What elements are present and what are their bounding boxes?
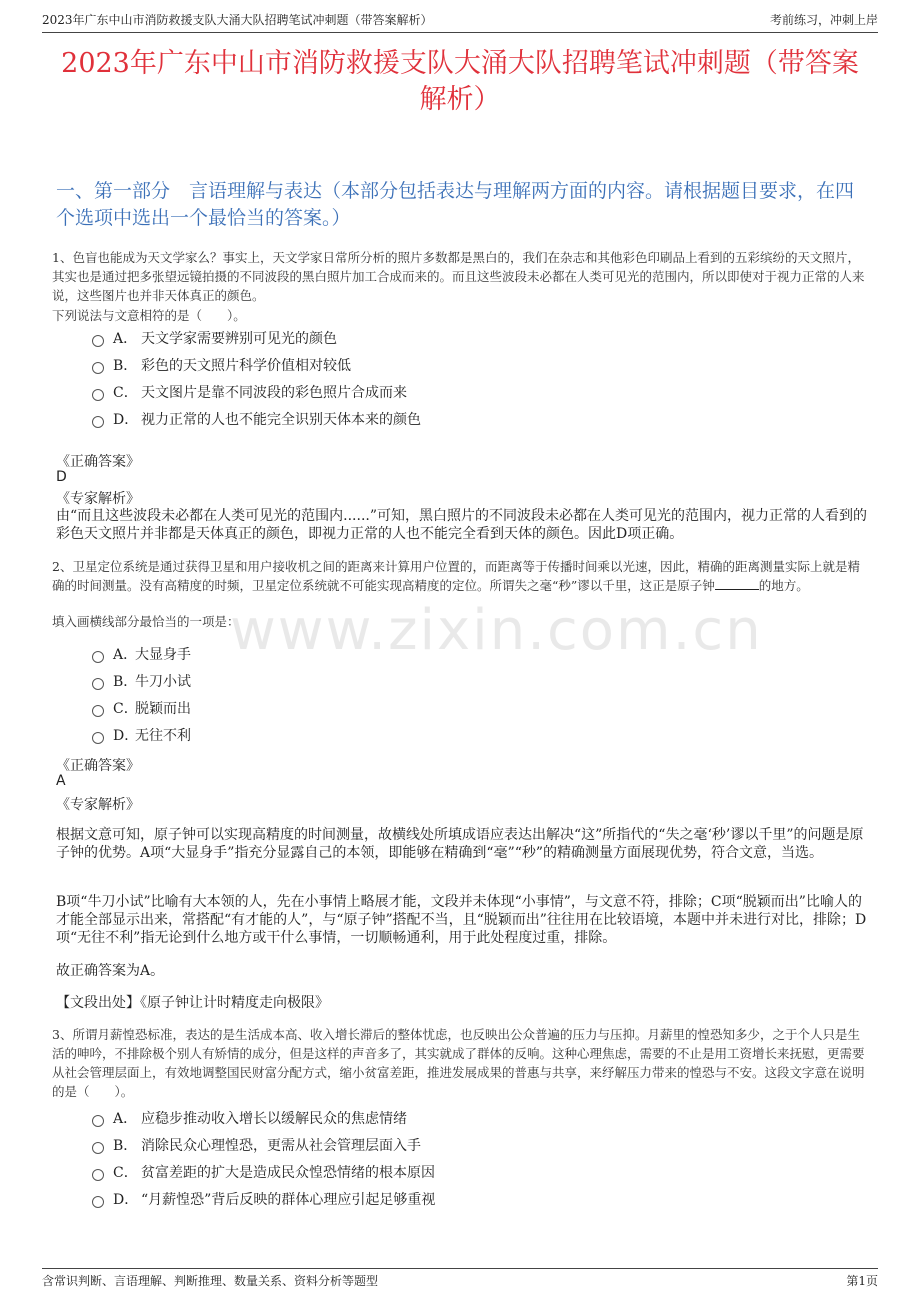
question-3-option-d[interactable]: D． “月薪惶恐”背后反映的群体心理应引起足够重视: [92, 1185, 435, 1212]
question-3-option-b[interactable]: B． 消除民众心理惶恐，更需从社会管理层面入手: [92, 1131, 435, 1158]
radio-icon[interactable]: [92, 1142, 104, 1154]
radio-icon[interactable]: [92, 1196, 104, 1208]
question-2-option-d[interactable]: D． 无往不利: [92, 721, 191, 748]
question-1-prompt: 下列说法与文意相符的是（ ）。: [52, 308, 246, 323]
radio-icon[interactable]: [92, 678, 104, 690]
radio-icon[interactable]: [92, 732, 104, 744]
question-1-option-b[interactable]: B． 彩色的天文照片科学价值相对较低: [92, 351, 421, 378]
question-2-option-b[interactable]: B． 牛刀小试: [92, 667, 191, 694]
question-1-option-a[interactable]: A． 天文学家需要辨别可见光的颜色: [92, 324, 421, 351]
question-2-analysis-p3: 故正确答案为A。: [56, 963, 165, 979]
radio-icon[interactable]: [92, 1115, 104, 1127]
question-1-option-c[interactable]: C． 天文图片是靠不同波段的彩色照片合成而来: [92, 378, 421, 405]
question-2-analysis-label: 《专家解析》: [56, 797, 140, 813]
question-1-text: 1、色盲也能成为天文学家么？事实上，天文学家日常所分析的照片多数都是黑白的，我们在杂志和其他彩色印刷品上看到的五彩缤纷的天文照片，其实也是通过把多张望远镜拍摄的不同波段的黑白照片加工合成而来的。而且这些波段未必都在人类可见光的范围内，所以即使对于视力正常的人来说，这些图片也并非天体真正的颜色。: [52, 250, 865, 303]
radio-icon[interactable]: [92, 362, 104, 374]
question-3-option-a[interactable]: A． 应稳步推动收入增长以缓解民众的焦虑情绪: [92, 1104, 435, 1131]
question-2-answer: A: [56, 773, 66, 789]
page-header: [42, 10, 878, 33]
watermark-text: www.zixin.com.cn: [230, 598, 763, 663]
header-slogan: 考前练习，冲刺上岸: [769, 13, 878, 27]
question-1-answer-label: 《正确答案》: [56, 454, 140, 470]
radio-icon[interactable]: [92, 705, 104, 717]
question-1-analysis-label: 《专家解析》: [56, 491, 140, 507]
question-2-option-c[interactable]: C． 脱颖而出: [92, 694, 191, 721]
radio-icon[interactable]: [92, 335, 104, 347]
page-number: 第1页: [846, 1274, 878, 1288]
question-3-option-c[interactable]: C． 贫富差距的扩大是造成民众惶恐情绪的根本原因: [92, 1158, 435, 1185]
question-2-option-a[interactable]: A． 大显身手: [92, 640, 191, 667]
header-doc-title: 2023年广东中山市消防救援支队大涌大队招聘笔试冲刺题（带答案解析）: [42, 13, 433, 27]
question-3-options: [92, 1104, 435, 1212]
page-footer: [42, 1268, 878, 1291]
question-2-analysis-p2: B项“牛刀小试”比喻有大本领的人，先在小事情上略展才能，文段并未体现“小事情”，与文意不符，排除；C项“脱颖而出”比喻人的才能全部显示出来，常搭配“有才能的人”，与“原子钟”搭配不当，且“脱颖而出”往往用在比较语境，本题中并未进行对比，排除；D项“无往不利”指无论到什么地方或干什么事情，一切顺畅通利，用于此处程度过重，排除。: [56, 894, 867, 946]
answer-blank: [715, 577, 759, 590]
question-1-options: [92, 324, 421, 432]
radio-icon[interactable]: [92, 1169, 104, 1181]
question-2-answer-label: 《正确答案》: [56, 758, 140, 774]
document-title: 2023年广东中山市消防救援支队大涌大队招聘笔试冲刺题（带答案解析）: [61, 48, 859, 115]
footer-note: 含常识判断、言语理解、判断推理、数量关系、资料分析等题型: [42, 1274, 379, 1288]
radio-icon[interactable]: [92, 416, 104, 428]
section-heading: 一、第一部分 言语理解与表达（本部分包括表达与理解两方面的内容。请根据题目要求，在四个选项中选出一个最恰当的答案。）: [56, 180, 855, 229]
question-2-options: [92, 640, 191, 748]
radio-icon[interactable]: [92, 389, 104, 401]
question-2-text: 2、卫星定位系统是通过获得卫星和用户接收机之间的距离来计算用户位置的，而距离等于传播时间乘以光速，因此，精确的距离测量实际上就是精确的时间测量。没有高精度的时频，卫星定位系统就不可能实现高精度的定位。所谓失之毫“秒”谬以千里，这正是原子钟 的地方。: [52, 559, 860, 593]
question-2-source: 【文段出处】《原子钟让计时精度走向极限》: [56, 995, 329, 1011]
question-1-option-d[interactable]: D． 视力正常的人也不能完全识别天体本来的颜色: [92, 405, 421, 432]
question-1-answer: D: [56, 469, 67, 485]
question-3-text: 3、所谓月薪惶恐标准，表达的是生活成本高、收入增长滞后的整体忧虑，也反映出公众普遍的压力与压抑。月薪里的惶恐知多少，之于个人只是生活的呻吟，不排除极个别人有矫情的成分，但是这样的声音多了，其实就成了群体的反响。这种心理焦虑，需要的不止是用工资增长来抚慰，更需要从社会管理层面上，有效地调整国民财富分配方式，缩小贫富差距，推进发展成果的普惠与共享，来纾解压力带来的惶恐与不安。这段文字意在说明的是（ ）。: [52, 1027, 865, 1099]
radio-icon[interactable]: [92, 651, 104, 663]
question-1-analysis: 由“而且这些波段未必都在人类可见光的范围内......”可知，黑白照片的不同波段未必都在人类可见光的范围内，视力正常的人看到的彩色天文照片并非都是天体真正的颜色，即视力正常的人也不能完全看到天体的颜色。因此D项正确。: [56, 508, 868, 542]
question-2-prompt: 填入画横线部分最恰当的一项是：: [52, 614, 240, 629]
question-2-analysis-p1: 根据文意可知，原子钟可以实现高精度的时间测量，故横线处所填成语应表达出解决“这”所指代的“失之毫‘秒’谬以千里”的问题是原子钟的优势。A项“大显身手”指充分显露自己的本领，即能够在精确到“毫”“秒”的精确测量方面展现优势，符合文意，当选。: [56, 827, 864, 861]
